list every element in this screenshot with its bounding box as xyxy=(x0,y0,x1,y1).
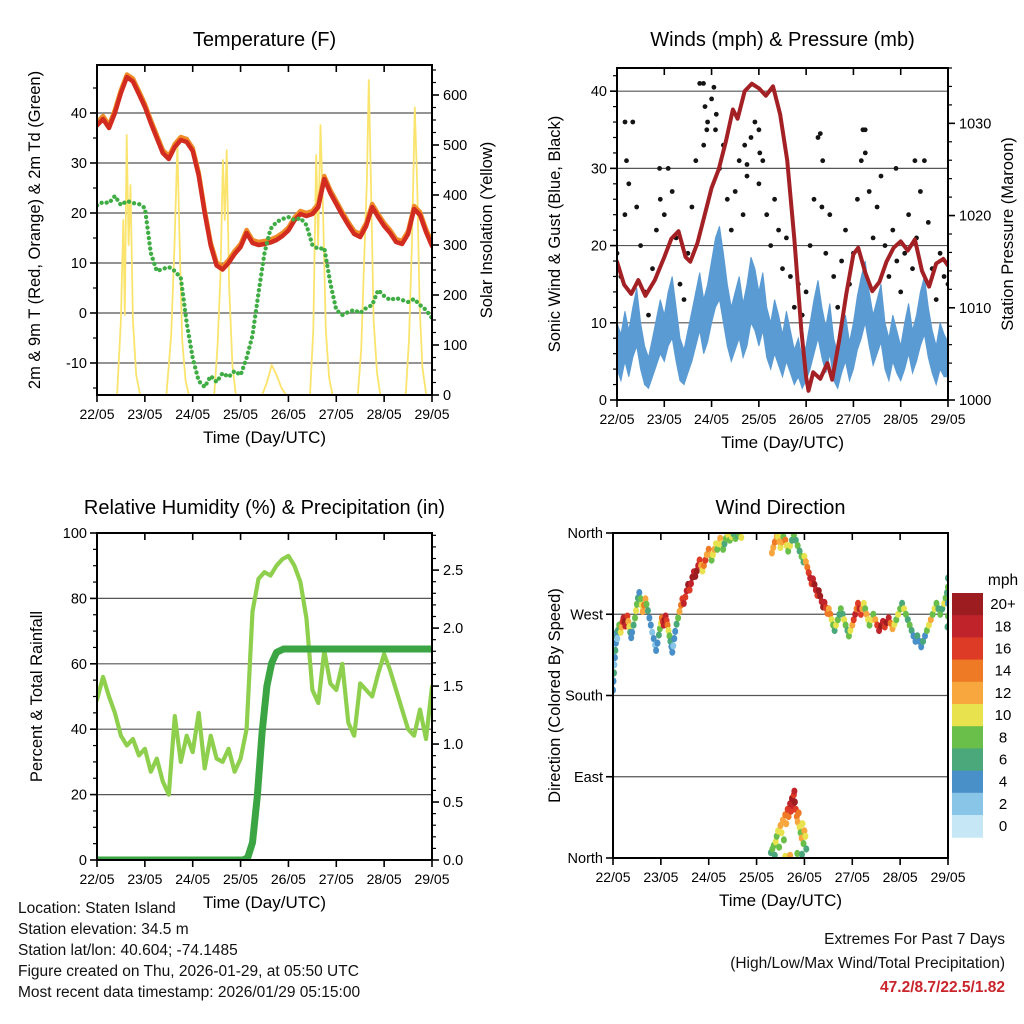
chart-temperature xyxy=(26,29,496,447)
chart-title-temperature: Temperature (F) xyxy=(192,29,337,51)
y-left-tick-label: -10 xyxy=(66,356,87,372)
y-left-tick-label: West xyxy=(570,607,603,624)
speed-colorbar xyxy=(952,572,1018,838)
y-left-tick-label: 60 xyxy=(70,656,87,673)
y-right-tick-label: 2.5 xyxy=(443,563,464,580)
y-left-axis-title: Sonic Wind & Gust (Blue, Black) xyxy=(546,115,564,353)
y-left-tick-label: South xyxy=(565,688,603,705)
x-tick-label: 26/05 xyxy=(270,871,306,887)
y-left-axis-title: Percent & Total Rainfall xyxy=(28,610,46,783)
x-tick-label: 25/05 xyxy=(741,411,777,427)
y-right-tick-label: 300 xyxy=(443,238,468,254)
series-group-humidity_precip xyxy=(97,556,432,860)
x-tick-label: 27/05 xyxy=(835,411,871,427)
series-group-temperature xyxy=(97,75,432,396)
y-left-tick-label: North xyxy=(567,851,603,867)
colorbar-bin-label: 18 xyxy=(994,618,1012,636)
x-axis-title: Time (Day/UTC) xyxy=(720,433,845,452)
colorbar-bin-label: 14 xyxy=(994,662,1012,680)
y-right-tick-label: 1.5 xyxy=(443,679,464,696)
y-left-tick-label: 10 xyxy=(70,256,87,272)
colorbar-bin-label: 8 xyxy=(998,729,1008,747)
x-tick-label: 25/05 xyxy=(223,406,259,422)
chart-title-wind_direction: Wind Direction xyxy=(715,497,846,519)
colorbar-title: mph xyxy=(987,572,1019,589)
x-tick-label: 27/05 xyxy=(318,871,354,887)
y-right-tick-label: 600 xyxy=(443,88,468,104)
y-left-tick-label: 40 xyxy=(70,106,87,122)
y-right-tick-label: 400 xyxy=(443,188,468,204)
station-info-block xyxy=(18,899,360,1004)
y-left-tick-label: 20 xyxy=(70,206,87,222)
y-right-tick-label: 100 xyxy=(443,338,468,354)
x-tick-label: 24/05 xyxy=(691,869,727,885)
x-tick-label: 28/05 xyxy=(366,406,402,422)
x-tick-label: 29/05 xyxy=(414,406,450,422)
y-right-tick-label: 0 xyxy=(443,388,452,404)
x-tick-label: 26/05 xyxy=(786,869,822,885)
x-tick-label: 25/05 xyxy=(739,869,775,885)
y-left-tick-label: 80 xyxy=(70,591,87,608)
y-left-axis-title: Direction (Colored By Speed) xyxy=(546,588,564,803)
colorbar-bin-label: 0 xyxy=(998,818,1008,836)
extremes-title: Extremes For Past 7 Days xyxy=(824,931,1005,948)
y-left-tick-label: 10 xyxy=(590,315,607,332)
y-right-tick-label: 1030 xyxy=(959,116,992,133)
y-left-tick-label: 20 xyxy=(590,238,607,255)
chart-title-humidity_precip: Relative Humidity (%) & Precipitation (in) xyxy=(83,497,446,519)
colorbar-bin-label: 4 xyxy=(998,773,1008,791)
y-left-tick-label: 100 xyxy=(62,526,87,542)
y-left-tick-label: 40 xyxy=(70,722,87,739)
y-right-tick-label: 0.5 xyxy=(443,795,464,812)
station-elevation: Station elevation: 34.5 m xyxy=(18,920,189,938)
y-left-tick-label: 30 xyxy=(70,156,87,172)
x-tick-label: 24/05 xyxy=(175,871,211,887)
chart-wind_direction xyxy=(546,497,1018,910)
x-tick-label: 26/05 xyxy=(788,411,824,427)
x-tick-label: 28/05 xyxy=(366,871,402,887)
y-right-axis-title: Solar Insolation (Yellow) xyxy=(478,141,496,319)
x-tick-label: 27/05 xyxy=(834,869,870,885)
y-right-tick-label: 200 xyxy=(443,288,468,304)
y-right-tick-label: 1.0 xyxy=(443,737,464,754)
y-left-tick-label: 0 xyxy=(598,393,607,409)
x-axis-title: Time (Day/UTC) xyxy=(718,891,843,910)
extremes-values: 47.2/8.7/22.5/1.82 xyxy=(880,979,1005,996)
figure-created-timestamp: Figure created on Thu, 2026-01-29, at 05:50 UTC xyxy=(18,962,359,980)
series-relative-humidity xyxy=(97,556,432,795)
series-wind-gust-peaks xyxy=(623,81,918,171)
x-tick-label: 29/05 xyxy=(414,871,450,887)
chart-humidity_precip xyxy=(28,497,463,912)
y-left-tick-label: North xyxy=(567,526,603,542)
x-tick-label: 23/05 xyxy=(127,871,163,887)
x-tick-label: 25/05 xyxy=(223,871,259,887)
extremes-subtitle: (High/Low/Max Wind/Total Precipitation) xyxy=(730,955,1005,972)
x-tick-label: 29/05 xyxy=(930,869,966,885)
most-recent-data-timestamp: Most recent data timestamp: 2026/01/29 05:15:00 xyxy=(18,983,361,1001)
colorbar-bin-label: 16 xyxy=(994,640,1012,658)
y-right-tick-label: 2.0 xyxy=(443,621,464,638)
colorbar-bin-label: 20+ xyxy=(990,596,1016,614)
y-left-tick-label: 0 xyxy=(78,853,87,869)
station-latlon: Station lat/lon: 40.604; -74.1485 xyxy=(18,941,238,959)
y-left-tick-label: 20 xyxy=(70,787,87,804)
y-left-tick-label: 30 xyxy=(590,161,607,178)
chart-title-winds_pressure: Winds (mph) & Pressure (mb) xyxy=(650,29,915,51)
x-tick-label: 22/05 xyxy=(79,871,115,887)
colorbar-bin-label: 12 xyxy=(994,684,1012,702)
x-tick-label: 29/05 xyxy=(930,411,966,427)
y-left-tick-label: East xyxy=(573,769,603,786)
x-tick-label: 26/05 xyxy=(270,406,306,422)
x-tick-label: 23/05 xyxy=(643,869,679,885)
station-location: Location: Staten Island xyxy=(18,900,176,917)
x-axis-title: Time (Day/UTC) xyxy=(202,428,327,447)
x-tick-label: 24/05 xyxy=(175,406,211,422)
x-tick-label: 28/05 xyxy=(882,869,918,885)
extremes-summary xyxy=(730,928,1005,1000)
y-right-tick-label: 1010 xyxy=(959,300,992,317)
x-tick-label: 22/05 xyxy=(599,411,635,427)
y-left-axis-title: 2m & 9m T (Red, Orange) & 2m Td (Green) xyxy=(26,70,44,390)
y-right-tick-label: 1000 xyxy=(959,393,992,409)
series-wind-gust xyxy=(615,81,951,318)
y-right-tick-label: 1020 xyxy=(959,208,992,225)
x-tick-label: 22/05 xyxy=(79,406,115,422)
x-tick-label: 23/05 xyxy=(646,411,682,427)
colorbar-bin-label: 10 xyxy=(994,707,1012,725)
x-tick-label: 27/05 xyxy=(318,406,354,422)
x-tick-label: 28/05 xyxy=(883,411,919,427)
chart-winds_pressure xyxy=(546,29,1017,452)
y-left-tick-label: 40 xyxy=(590,84,607,101)
colorbar-bin-label: 2 xyxy=(998,795,1008,813)
y-left-tick-label: 0 xyxy=(78,306,87,322)
y-right-tick-label: 0.0 xyxy=(443,853,464,869)
series-group-winds_pressure xyxy=(615,81,951,391)
y-right-axis-title: Station Pressure (Maroon) xyxy=(999,137,1017,331)
x-tick-label: 23/05 xyxy=(127,406,163,422)
x-axis-title: Time (Day/UTC) xyxy=(202,893,327,912)
colorbar-bin-label: 6 xyxy=(998,751,1008,769)
x-tick-label: 22/05 xyxy=(595,869,631,885)
x-tick-label: 24/05 xyxy=(694,411,730,427)
y-right-tick-label: 500 xyxy=(443,138,468,154)
